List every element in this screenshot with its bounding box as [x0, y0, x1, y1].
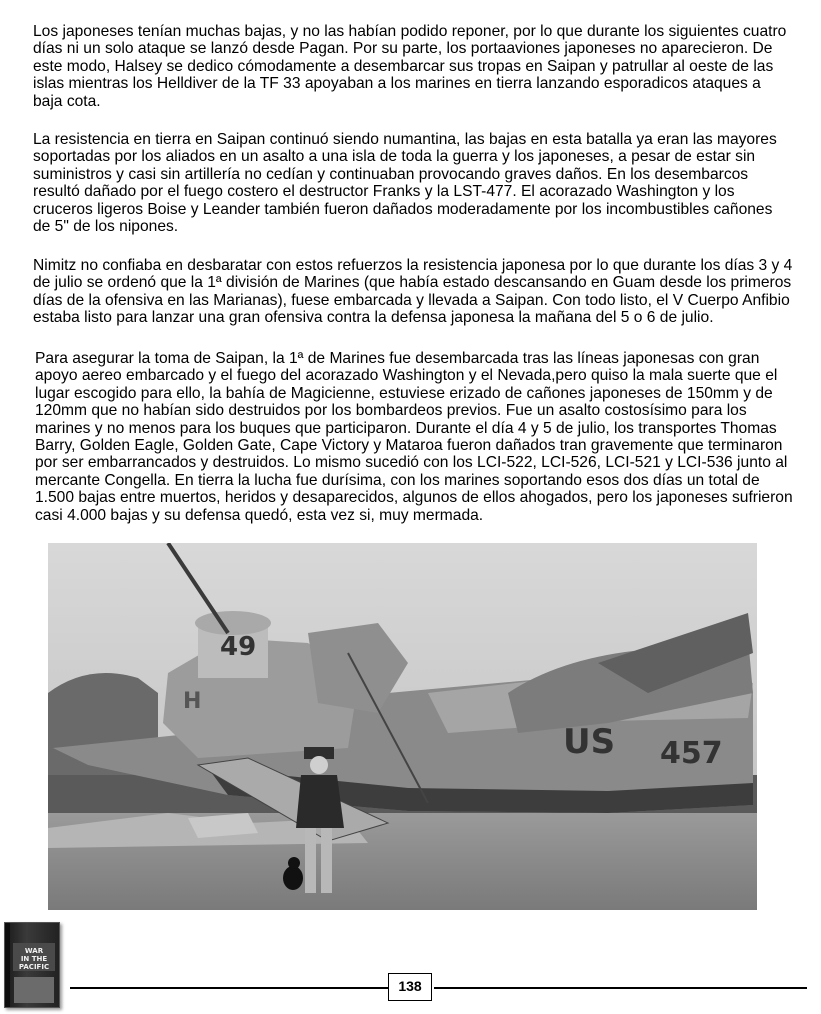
paragraph-2: La resistencia en tierra en Saipan continuó siendo numantina, las bajas en esta batalla ya eran las mayores soportadas por los aliados en un asalto a una isla de toda la guerra y los japoneses, a pesar de estar sin suministros y casi sin artillería no cedían y continuaban provocando graves daños. En los desembarcos resultó dañado por el fuego costero el destructor Franks y la LST-477. El acorazado Washington y los cruceros ligeros Boise y Leander también fueron dañados moderadamente por los incombustibles cañones de 5" de los nipones. — [33, 131, 777, 236]
tower-hull-number: 49 — [220, 632, 257, 662]
paragraph-3: Nimitz no confiaba en desbaratar con estos refuerzos la resistencia japonesa por lo que durante los días 3 y 4 de julio se ordenó que la 1ª división de Marines (que había estado descansando en Guam desde los primeros días de la ofensiva en las Marianas), fuese embarcada y llevada a Saipan. Con todo listo, el V Cuerpo Anfibio estaba listo para lanzar una gran ofensiva contra la defensa japonesa la mañana del 5 o 6 de julio. — [33, 257, 793, 327]
paragraph-4: Para asegurar la toma de Saipan, la 1ª de Marines fue desembarcada tras las líneas japonesas con gran apoyo aereo embarcado y el fuego del acorazado Washington y el Nevada,pero quiso la mala suerte que el lugar escogido para ello, la bahía de Magicienne, estuviese erizado de cañones japoneses de 150mm y de 120mm que no habían sido destruidos por los bombardeos previos. Fue un asalto costosísimo para los marines y no menos para los buques que participaron. Durante el día 4 y 5 de julio, los transportes Thomas Barry, Golden Eagle, Golden Gate, Cape Victory y Mataroa fueron dañados tran gravemente que terminaron por ser embarrancados y destruidos. Lo mismo sucedió con los LCI-522, LCI-526, LCI-521 y LCI-536 junto al mercante Congella. En tierra la lucha fue durísima, con los marines soportando esos dos días un total de 1.500 bajas entre muertos, heridos y desaparecidos, algunos de ellos ahogados, pero los japoneses sufrieron casi 4.000 bajas y su defensa quedó, esta vez si, muy mermada. — [35, 350, 793, 524]
paragraph-1: Los japoneses tenían muchas bajas, y no las habían podido reponer, por lo que durante los siguientes cuatro días ni un solo ataque se lanzó desde Pagan. Por su parte, los portaaviones japoneses no aparecieron. De este modo, Halsey se dedico cómodamente a desembarcar sus tropas en Saipan y patrullar al oeste de las islas mientras los Helldiver de la TF 33 apoyaban a los marines en tierra lanzando esporadicos ataques a baja cota. — [33, 23, 787, 110]
book-cover-thumbnail — [4, 922, 60, 1008]
book-title: WAR IN THE PACIFIC — [18, 947, 50, 971]
footer-rule-right — [434, 987, 807, 989]
wrecked-ship-photo — [48, 543, 757, 910]
bow-hull-number: 457 — [660, 736, 723, 771]
wrecked-ship-illustration — [48, 543, 757, 910]
bow-us-marking: US — [563, 722, 616, 762]
tower-letter: H — [183, 689, 202, 714]
footer-rule-left — [70, 987, 388, 989]
page-number: 138 — [388, 973, 432, 1001]
